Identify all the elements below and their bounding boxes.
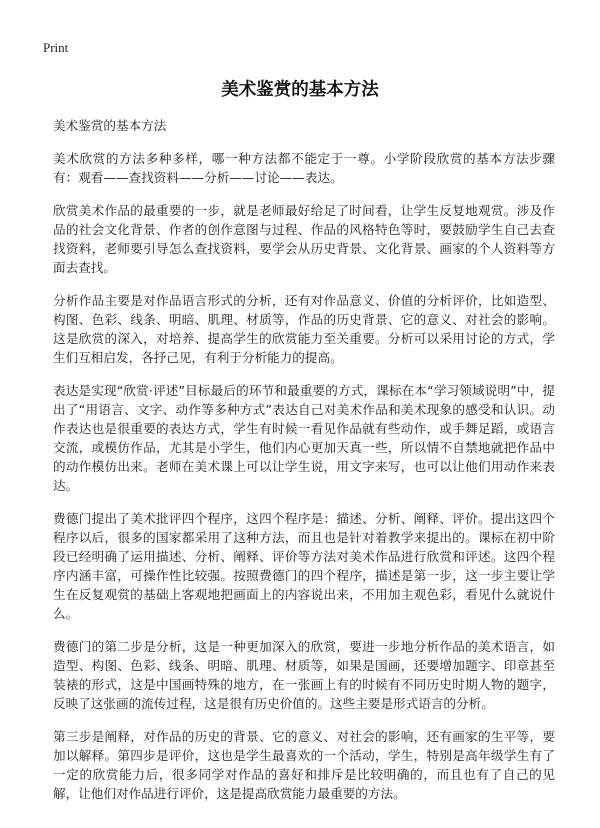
article-body [53, 116, 555, 817]
paragraph-feldman-analysis: 费德门的第二步是分析，这是一种更加深入的欣赏，要进一步地分析作品的美术语言，如造型、构图、色彩、线条、明暗、肌理、材质等，如果是国画，还要增加题字、印章甚至装裱的形式，这是中国画特殊的地方，在一张画上有的时候有不同历史时期人物的题字，反映了这张画的流传过程，这是很有历史价值的。这些主要是形式语言的分析。 [53, 639, 555, 711]
paragraph-analysis: 分析作品主要是对作品语言形式的分析，还有对作品意义、价值的分析评价，比如造型、构图、色彩、线条、明暗、肌理、材质等，作品的历史背景、它的意义、对社会的影响。这是欣赏的深入，对培养、提高学生的欣赏能力至关重要。分析可以采用讨论的方式，学生们互相启发，各抒己见，有利于分析能力的提高。 [53, 293, 555, 365]
paragraph-expression: 表达是实现“欣赏·评述”目标最后的环节和最重要的方式，课标在本“学习领域说明”中，提出了“用语言、文字、动作等多种方式”表达自己对美术作品和美术现象的感受和认识。动作表达也是很重要的表达方式，学生有时候一看见作品就有些动作，或手舞足蹈，或语言交流，或模仿作品，尤其是小学生，他们内心更加天真一些，所以情不自禁地就把作品中的动作模仿出来。老师在美术课上可以让学生说，用文字来写，也可以让他们用动作来表达。 [53, 383, 555, 493]
paragraph-observe: 欣赏美术作品的最重要的一步，就是老师最好给足了时间看，让学生反复地观赏。涉及作品的社会文化背景、作者的创作意图与过程、作品的风格特色等时，要鼓励学生自己去查找资料，老师要引导怎么查找资料，要学会从历史背景、文化背景、画家的个人资料等方面去查找。 [53, 203, 555, 275]
page-title: 美术鉴赏的基本方法 [221, 80, 379, 100]
print-link[interactable]: Print [43, 40, 69, 55]
paragraph-steps: 美术欣赏的方法多种多样，哪一种方法都不能定于一尊。小学阶段欣赏的基本方法步骤有：观看——查找资料——分析——讨论——表达。 [53, 151, 555, 185]
article-subtitle: 美术鉴赏的基本方法 [53, 118, 167, 133]
paragraph-feldman-description: 费德门提出了美术批评四个程序，这四个程序是：描述、分析、阐释、评价。提出这四个程序以后，很多的国家都采用了这种方法，而且也是针对着教学来提出的。课标在初中阶段已经明确了运用描述、分析、阐释、评价等方法对美术作品进行欣赏和评述。这四个程序内涵丰富，可操作性比较强。按照费德门的四个程序，描述是第一步，这一步主要让学生在反复观赏的基础上客观地把画面上的内容说出来，不用加主观色彩，看见什么就说什么。 [53, 511, 555, 621]
paragraph-feldman-interpretation: 第三步是阐释，对作品的历史的背景、它的意义、对社会的影响，还有画家的生平等，要加以解释。第四步是评价，这也是学生最喜欢的一个活动，学生，特别是高年级学生有了一定的欣赏能力后，很多同学对作品的喜好和排斥是比较明确的，而且也有了自己的见解，让他们对作品进行评价，这是提高欣赏能力最重要的方法。 [53, 729, 555, 801]
